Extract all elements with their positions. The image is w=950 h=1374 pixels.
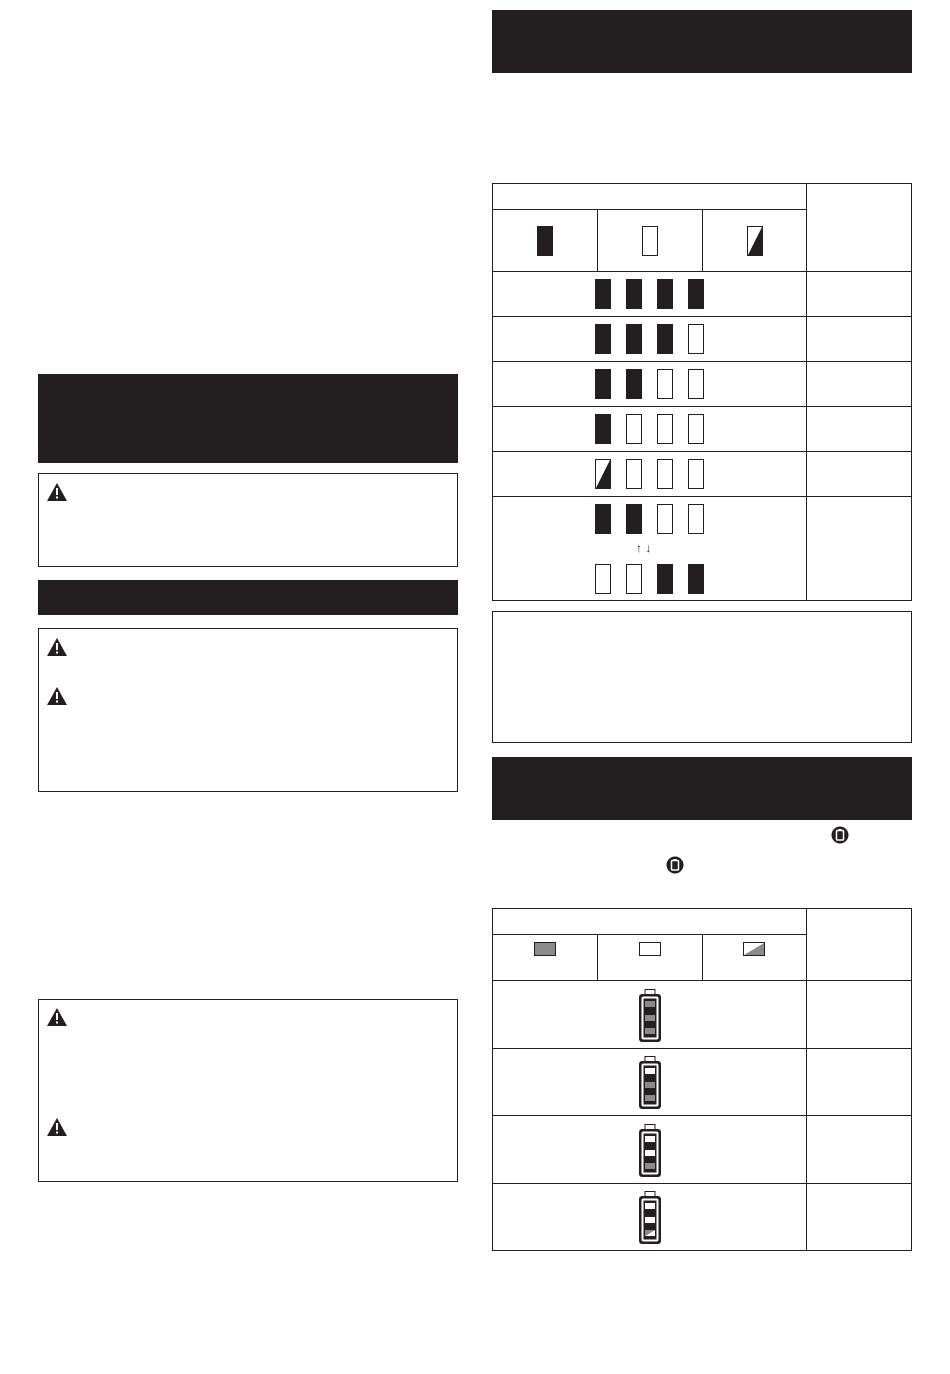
lamp-icon [657, 279, 673, 309]
table-cell [807, 1116, 912, 1184]
battery-gauge-icon [638, 1191, 662, 1245]
lamp-icon [626, 324, 642, 354]
legend-cell-off [597, 210, 702, 272]
table-cell [807, 1184, 912, 1251]
table-row [493, 407, 807, 452]
table-row [493, 1116, 807, 1184]
table-row [493, 497, 807, 601]
battery-gauge-icon [638, 1056, 662, 1110]
table-row [493, 1184, 807, 1251]
lamp-off-icon [642, 226, 658, 256]
lamp-icon [626, 279, 642, 309]
warning-triangle-icon [47, 1118, 67, 1136]
lamp-icon [688, 564, 704, 594]
warning-triangle-icon [47, 638, 67, 656]
warning-triangle-icon [47, 483, 67, 501]
segment-off-icon [639, 942, 661, 956]
table-cell [807, 317, 912, 362]
table-header-cell [493, 184, 807, 210]
table-cell [807, 1049, 912, 1116]
lamp-icon [626, 414, 642, 444]
warning-triangle-icon [47, 1008, 67, 1026]
table-row [493, 452, 807, 497]
lamp-icon [626, 459, 642, 489]
table-cell [807, 362, 912, 407]
legend-cell-on [493, 210, 598, 272]
lamp-icon [595, 459, 611, 489]
lamp-icon [657, 504, 673, 534]
lamp-icon [657, 369, 673, 399]
lamp-on-icon [537, 226, 553, 256]
lamp-icon [595, 279, 611, 309]
table-cell [807, 981, 912, 1049]
section-title-bar [492, 10, 912, 73]
caution-box [38, 473, 458, 567]
table-row [493, 1049, 807, 1116]
legend-cell-blinking [702, 935, 807, 981]
lamp-icon [688, 414, 704, 444]
lamp-icon [688, 504, 704, 534]
table-row [493, 317, 807, 362]
lamp-icon [657, 414, 673, 444]
lamp-icon [595, 324, 611, 354]
lamp-icon [688, 324, 704, 354]
battery-check-icon[interactable] [831, 826, 849, 844]
section-title-bar [38, 374, 458, 463]
battery-indicator-table [492, 908, 912, 1251]
legend-cell-blinking [702, 210, 807, 272]
battery-gauge-icon [638, 1124, 662, 1178]
note-box [492, 611, 912, 743]
section-title-bar [492, 757, 912, 820]
warning-triangle-icon [47, 687, 67, 705]
segment-on-icon [534, 942, 556, 956]
lamp-icon [595, 369, 611, 399]
table-row [493, 981, 807, 1049]
table-cell [807, 272, 912, 317]
lamp-icon [626, 504, 642, 534]
caution-box [38, 628, 458, 792]
lamp-icon [626, 369, 642, 399]
lamp-icon [595, 564, 611, 594]
table-row [493, 272, 807, 317]
table-cell [807, 407, 912, 452]
battery-gauge-icon [638, 989, 662, 1043]
lamp-icon [595, 504, 611, 534]
legend-cell-off [597, 935, 702, 981]
lamp-icon [626, 564, 642, 594]
legend-cell-on [493, 935, 598, 981]
table-cell [807, 497, 912, 601]
lamp-icon [657, 459, 673, 489]
indicator-lamp-table [492, 183, 912, 601]
table-header-cell [493, 909, 807, 935]
segment-blinking-icon [743, 942, 765, 956]
table-cell [807, 452, 912, 497]
table-header-cell [807, 909, 912, 981]
alternating-arrows: ↑ ↓ [636, 541, 652, 555]
lamp-icon [657, 324, 673, 354]
table-row [493, 362, 807, 407]
subsection-title-bar [38, 580, 458, 615]
table-header-cell [807, 184, 912, 272]
lamp-icon [688, 279, 704, 309]
lamp-icon [657, 564, 673, 594]
caution-box [38, 999, 458, 1182]
lamp-icon [688, 369, 704, 399]
lamp-icon [688, 459, 704, 489]
battery-check-icon[interactable] [666, 856, 684, 874]
lamp-blinking-icon [747, 226, 763, 256]
lamp-icon [595, 414, 611, 444]
